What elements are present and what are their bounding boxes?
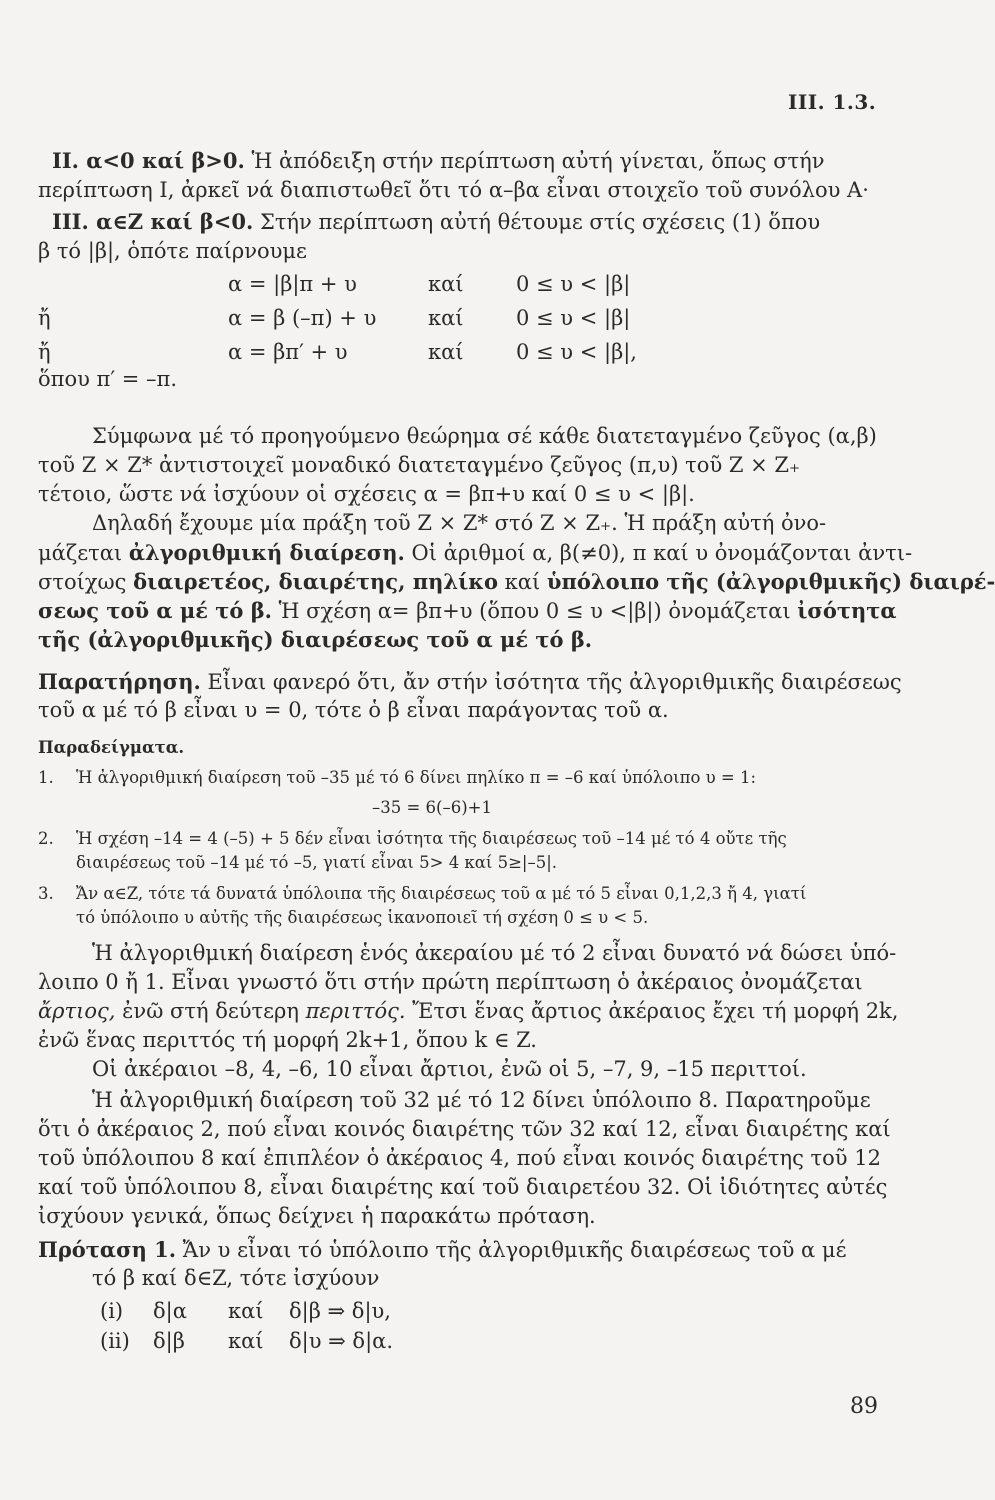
example-1-text: Ἡ ἀλγοριθμική διαίρεση τοῦ –35 μέ τό 6 δίνει πηλίκο π = –6 καί ὑπόλοιπο υ = 1: bbox=[76, 768, 757, 787]
proposition-item-1-num: (i) bbox=[100, 1299, 124, 1323]
equation-1-lhs: α = |β|π + υ bbox=[228, 272, 357, 296]
even-odd-line-4: ἐνῶ ἕνας περιττός τή μορφή 2k+1, ὅπου k ∈ Z. bbox=[38, 1028, 537, 1052]
term-odd: περιττός. bbox=[305, 999, 406, 1023]
definition-line-1: Δηλαδή ἔχουμε μία πράξη τοῦ Z × Z* στό Z × Z₊. Ἡ πράξη αὐτή ὀνο- bbox=[92, 511, 827, 535]
where-pi-line: ὅπου π′ = –π. bbox=[38, 367, 178, 391]
even-odd-line-3: ἄρτιος, ἐνῶ στή δεύτερη περιττός. Ἔτσι ἕνας ἄρτιος ἀκέραιος ἔχει τή μορφή 2k, bbox=[38, 999, 899, 1023]
equation-2-cond: 0 ≤ υ < |β| bbox=[516, 306, 631, 330]
equation-2-conj: καί bbox=[428, 306, 464, 330]
equation-1-cond: 0 ≤ υ < |β| bbox=[516, 272, 631, 296]
case-2-line-1: II. α<0 καί β>0. Ἡ ἀπόδειξη στήν περίπτωση αὐτή γίνεται, ὅπως στήν bbox=[52, 148, 825, 173]
example-1-number: 1. bbox=[38, 768, 54, 787]
case-3-label: III. α∈Z καί β<0. bbox=[52, 209, 254, 234]
equation-2-lhs: α = β (–π) + υ bbox=[228, 306, 377, 330]
example-3-number: 3. bbox=[38, 884, 54, 903]
remark-line-1: Παρατήρηση. Εἶναι φανερό ὅτι, ἄν στήν ἰσότητα τῆς ἀλγοριθμικῆς διαιρέσεως bbox=[38, 669, 902, 694]
example-2-line-2: διαιρέσεως τοῦ –14 μέ τό –5, γιατί εἶναι 5> 4 καί 5≥|–5|. bbox=[76, 853, 558, 872]
equation-2-prefix: ἤ bbox=[38, 306, 51, 330]
proposition-line-2: τό β καί δ∈Z, τότε ἰσχύουν bbox=[92, 1266, 380, 1290]
props-line-5: ἰσχύουν γενικά, ὅπως δείχνει ἡ παρακάτω πρόταση. bbox=[38, 1204, 596, 1228]
proposition-item-1-conj: καί bbox=[228, 1299, 264, 1323]
examples-heading: Παραδείγματα. bbox=[38, 738, 185, 757]
section-header: III. 1.3. bbox=[788, 90, 877, 114]
proposition-item-2-num: (ii) bbox=[100, 1329, 130, 1353]
example-3-line-1: Ἄν α∈Z, τότε τά δυνατά ὑπόλοιπα τῆς διαιρέσεως τοῦ α μέ τό 5 εἶναι 0,1,2,3 ἤ 4, γιατί bbox=[76, 884, 807, 903]
theorem-para-line-3: τέτοιο, ὥστε νά ἰσχύουν οἱ σχέσεις α = βπ+υ καί 0 ≤ υ < |β|. bbox=[38, 482, 695, 506]
example-2-line-1: Ἡ σχέση –14 = 4 (–5) + 5 δέν εἶναι ἰσότητα τῆς διαιρέσεως τοῦ –14 μέ τό 4 οὔτε τῆς bbox=[76, 829, 787, 848]
example-1-equation: –35 = 6(–6)+1 bbox=[372, 798, 493, 817]
definition-line-5: τῆς (ἀλγοριθμικῆς) διαιρέσεως τοῦ α μέ τό β. bbox=[38, 627, 593, 652]
equation-3-conj: καί bbox=[428, 340, 464, 364]
proposition-label: Πρόταση 1. bbox=[38, 1237, 177, 1262]
equation-3-cond: 0 ≤ υ < |β|, bbox=[516, 340, 637, 364]
proposition-item-1-b: δ|β ⇒ δ|υ, bbox=[289, 1299, 391, 1323]
even-odd-line-1: Ἡ ἀλγοριθμική διαίρεση ἑνός ἀκεραίου μέ τό 2 εἶναι δυνατό νά δώσει ὑπό- bbox=[92, 941, 897, 965]
theorem-para-line-1: Σύμφωνα μέ τό προηγούμενο θεώρημα σέ κάθε διατεταγμένο ζεῦγος (α,β) bbox=[92, 424, 877, 448]
case-2-label: II. α<0 καί β>0. bbox=[52, 148, 245, 173]
definition-line-4: σεως τοῦ α μέ τό β. Ἡ σχέση α= βπ+υ (ὅπου 0 ≤ υ <|β|) ὀνομάζεται ἰσότητα bbox=[38, 598, 897, 623]
props-line-4: καί τοῦ ὑπόλοιπου 8, εἶναι διαιρέτης καί τοῦ διαιρετέου 32. Οἱ ἰδιότητες αὐτές bbox=[38, 1175, 888, 1199]
case-2-line-2: περίπτωση Ι, ἀρκεῖ νά διαπιστωθεῖ ὅτι τό α–βα εἶναι στοιχεῖο τοῦ συνόλου Α· bbox=[38, 178, 869, 202]
remark-line-2: τοῦ α μέ τό β εἶναι υ = 0, τότε ὁ β εἶναι παράγοντας τοῦ α. bbox=[38, 698, 669, 722]
equation-3-prefix: ἤ bbox=[38, 340, 51, 364]
equation-1-conj: καί bbox=[428, 272, 464, 296]
example-3-line-2: τό ὑπόλοιπο υ αὐτῆς τῆς διαιρέσεως ἱκανοποιεῖ τή σχέση 0 ≤ υ < 5. bbox=[76, 908, 649, 927]
equation-3-lhs: α = βπ′ + υ bbox=[228, 340, 348, 364]
props-line-1: Ἡ ἀλγοριθμική διαίρεση τοῦ 32 μέ τό 12 δίνει ὑπόλοιπο 8. Παρατηροῦμε bbox=[92, 1088, 871, 1112]
proposition-line-1: Πρόταση 1. Ἄν υ εἶναι τό ὑπόλοιπο τῆς ἀλγοριθμικῆς διαιρέσεως τοῦ α μέ bbox=[38, 1237, 847, 1262]
props-line-2: ὅτι ὁ ἀκέραιος 2, πού εἶναι κοινός διαιρέτης τῶν 32 καί 12, εἶναι διαιρέτης καί bbox=[38, 1117, 891, 1141]
proposition-item-2-b: δ|υ ⇒ δ|α. bbox=[289, 1329, 394, 1353]
definition-line-3: στοίχως διαιρετέος, διαιρέτης, πηλίκο καί ὑπόλοιπο τῆς (ἀλγοριθμικῆς) διαιρέ- bbox=[38, 569, 995, 594]
props-line-3: τοῦ ὑπόλοιπου 8 καί ἐπιπλέον ὁ ἀκέραιος 4, πού εἶναι κοινός διαιρέτης τοῦ 12 bbox=[38, 1146, 881, 1170]
case-3-line-2: β τό |β|, ὁπότε παίρνουμε bbox=[38, 239, 307, 263]
proposition-item-2-a: δ|β bbox=[153, 1329, 185, 1353]
page-number: 89 bbox=[850, 1394, 878, 1419]
definition-line-2: μάζεται ἀλγοριθμική διαίρεση. Οἱ ἀριθμοί α, β(≠0), π καί υ ὀνομάζονται ἀντι- bbox=[38, 540, 913, 565]
remark-label: Παρατήρηση. bbox=[38, 669, 201, 694]
even-odd-examples: Οἱ ἀκέραιοι –8, 4, –6, 10 εἶναι ἄρτιοι, ἐνῶ οἱ 5, –7, 9, –15 περιττοί. bbox=[92, 1057, 807, 1081]
example-2-number: 2. bbox=[38, 829, 54, 848]
case-3-line-1: III. α∈Z καί β<0. Στήν περίπτωση αὐτή θέτουμε στίς σχέσεις (1) ὅπου bbox=[52, 209, 821, 234]
even-odd-line-2: λοιπο 0 ἤ 1. Εἶναι γνωστό ὅτι στήν πρώτη περίπτωση ὁ ἀκέραιος ὀνομάζεται bbox=[38, 970, 863, 994]
term-even: ἄρτιος, bbox=[38, 999, 116, 1023]
proposition-item-2-conj: καί bbox=[228, 1329, 264, 1353]
proposition-item-1-a: δ|α bbox=[153, 1299, 187, 1323]
theorem-para-line-2: τοῦ Z × Z* ἀντιστοιχεῖ μοναδικό διατεταγμένο ζεῦγος (π,υ) τοῦ Z × Z₊ bbox=[38, 453, 801, 477]
term-algorithmic-division: ἀλγοριθμική διαίρεση. bbox=[128, 540, 405, 565]
